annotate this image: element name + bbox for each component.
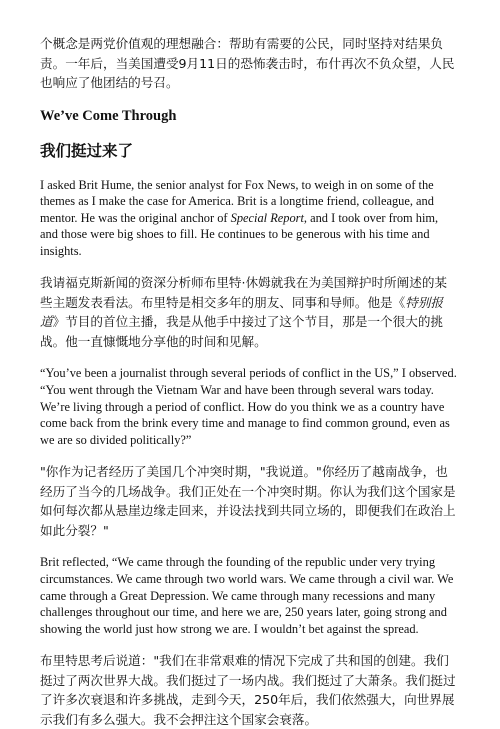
paragraph-zh-intro: 个概念是两党价值观的理想融合：帮助有需要的公民，同时坚持对结果负责。一年后，当美国遭受9月11日的恐怖袭击时，布什再次不负众望，人民也响应了他团结的号召。 [40, 36, 455, 90]
show-title-zh: 特别报道 [40, 294, 443, 330]
text-span: , and I took over from him, and those were big shoes to fill. He continues to be generous with his time and insights. [40, 210, 439, 258]
text-span: 》节目的首位主播，我是从他手中接过了这个节目，那是一个很大的挑战。他一直慷慨地分享他的时间和见解。 [40, 314, 443, 349]
paragraph-en-question: “You’ve been a journalist through several periods of conflict in the US,” I observed. “You went through the Vietnam War and have been through several wars today. We’re living through a period of conflict. How do you think we as a country have come back from the brink every time and manage to find common ground, even as we are so divided politically?” [40, 366, 457, 447]
show-title: Special Report [230, 210, 304, 225]
paragraph-zh-answer: 布里特思考后说道："我们在非常艰难的情况下完成了共和国的创建。我们挺过了两次世界大战。我们挺过了一场内战。我们挺过了大萧条。我们挺过了许多次衰退和许多挑战，走到今天，250年后，我们依然强大，向世界展示我们有多么强大。我不会押注这个国家会衰落。 [40, 653, 456, 727]
text-span: I asked Brit Hume, the senior analyst for Fox News, to weigh in on some of the themes as I make the case for America. Brit is a longtime friend, colleague, and mentor. He was the original anchor of [40, 177, 434, 225]
paragraph-en-answer: Brit reflected, “We came through the founding of the republic under very trying circumstances. We came through two world wars. We came through a civil war. We came through a Great Depression. We came through many recessions and many challenges throughout our time, and here we are, 250 years later, going strong and showing the world just how strong we are. I wouldn’t bet against the spread. [40, 555, 454, 636]
section-heading-en: We’ve Come Through [40, 107, 177, 124]
paragraph-en-brit-intro [40, 177, 458, 260]
text-span: 我请福克斯新闻的资深分析师布里特·休姆就我在为美国辩护时所阐述的某些主题发表看法。布里特是相交多年的朋友、同事和导师。他是《 [40, 275, 448, 310]
paragraph-zh-brit-intro [40, 273, 458, 351]
section-heading-zh: 我们挺过来了 [40, 141, 134, 160]
paragraph-zh-question: "你作为记者经历了美国几个冲突时期，"我说道。"你经历了越南战争，也经历了当今的几场战争。我们正处在一个冲突时期。你认为我们这个国家是如何每次都从悬崖边缘走回来，并设法找到共同立场的，即便我们在政治上如此分裂？" [40, 464, 456, 538]
